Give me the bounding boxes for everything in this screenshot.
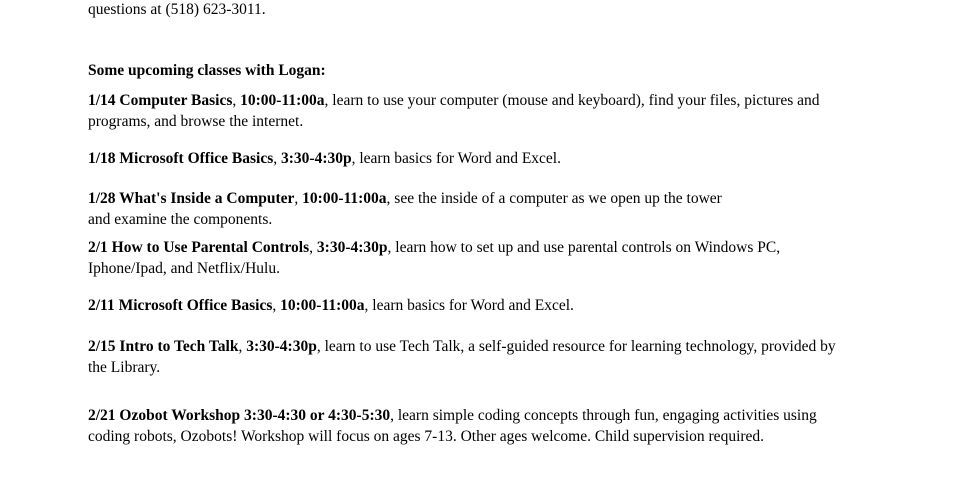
class-entry: 2/1 How to Use Parental Controls, 3:30-4:30p, learn how to set up and use parental controls on Windows PC, Iphone/Ipad, and Netflix/Hulu. [88, 239, 781, 277]
class-time: 10:00-11:00a [280, 297, 365, 314]
classes-heading: Some upcoming classes with Logan: [88, 62, 326, 79]
class-title: 1/28 What's Inside a Computer [88, 190, 295, 207]
class-description: , see the inside of a computer as we open up the tower and examine the components. [88, 190, 722, 228]
class-description: , learn to use your computer (mouse and keyboard), find your files, pictures and programs, and browse the internet. [88, 92, 820, 130]
class-title: 1/18 Microsoft Office Basics [88, 150, 274, 167]
class-title: 2/1 How to Use Parental Controls [88, 239, 310, 256]
class-description: , learn simple coding concepts through fun, engaging activities using coding robots, Ozobots! Workshop will focus on ages 7-13. Other ages welcome. Child supervision required. [88, 407, 817, 445]
class-entry: 1/18 Microsoft Office Basics, 3:30-4:30p, learn basics for Word and Excel. [88, 150, 561, 167]
class-time: 3:30-4:30p [281, 150, 352, 167]
class-description: , learn basics for Word and Excel. [364, 297, 574, 314]
class-entry: 2/15 Intro to Tech Talk, 3:30-4:30p, learn to use Tech Talk, a self-guided resource for learning technology, provided by the Library. [88, 338, 836, 376]
class-time: 10:00-11:00a [240, 92, 325, 109]
class-entry [88, 406, 858, 447]
class-entry: 2/11 Microsoft Office Basics, 10:00-11:00a, learn basics for Word and Excel. [88, 297, 574, 314]
class-entry: 1/14 Computer Basics, 10:00-11:00a, learn to use your computer (mouse and keyboard), find your files, pictures and programs, and browse the internet. [88, 92, 820, 130]
intro-tail-text: questions at (518) 623-3011. [88, 1, 266, 18]
class-title: 2/15 Intro to Tech Talk [88, 338, 239, 355]
class-time: 10:00-11:00a [302, 190, 387, 207]
class-title-time: 2/21 Ozobot Workshop 3:30-4:30 or 4:30-5:30 [88, 407, 391, 424]
class-description: , learn basics for Word and Excel. [351, 150, 561, 167]
class-title: 2/11 Microsoft Office Basics [88, 297, 273, 314]
class-description: , learn to use Tech Talk, a self-guided resource for learning technology, provided by the Library. [88, 338, 836, 376]
class-time: 3:30-4:30p [246, 338, 317, 355]
class-title: 1/14 Computer Basics [88, 92, 233, 109]
class-description: , learn how to set up and use parental controls on Windows PC, Iphone/Ipad, and Netflix/Hulu. [88, 239, 781, 277]
class-entry: 1/28 What's Inside a Computer, 10:00-11:00a, see the inside of a computer as we open up the tower and examine the components. [88, 190, 722, 228]
class-time: 3:30-4:30p [316, 239, 388, 256]
